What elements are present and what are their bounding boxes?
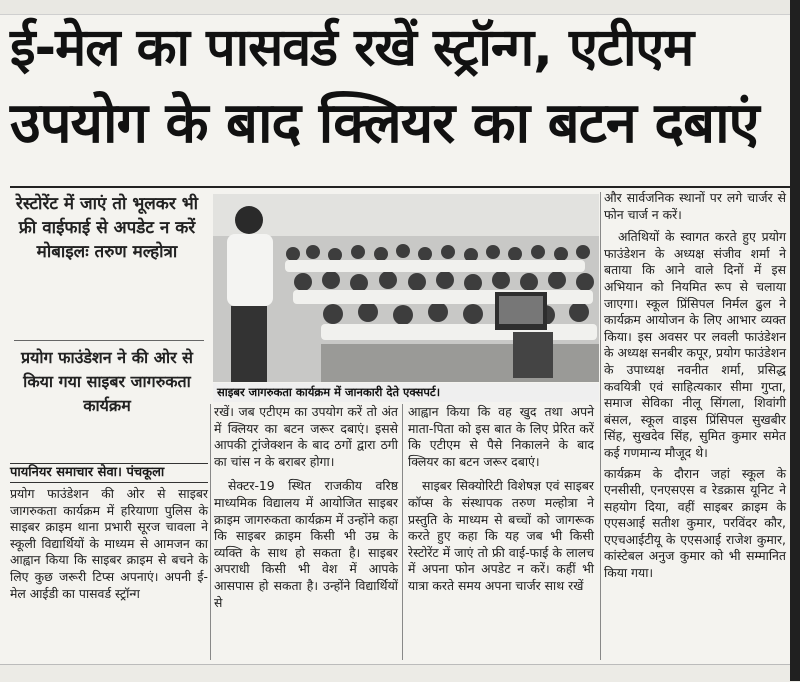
event-photo bbox=[213, 194, 599, 382]
headline-rule bbox=[10, 186, 790, 188]
col3-paragraph-1: आह्वान किया कि वह खुद तथा अपने माता-पिता को इस बात के लिए प्रेरित करें कि एटीएम से पैसे निकालने के बाद क्लियर का बटन जरूर दबाएं। bbox=[408, 404, 594, 469]
article-column-4 bbox=[604, 190, 786, 582]
article-column-2 bbox=[214, 404, 398, 611]
col3-paragraph-2: साइबर सिक्योरिटी विशेषज्ञ एवं साइबर कॉप्स के संस्थापक तरुण मल्होत्रा ने प्रस्तुति के माध्यम से बच्चों को जागरूक करते हुए कहा कि यह जब भी किसी रेस्टोरेंट में जाएं तो फ्री वाई-फाई के लालच में अपना फोन अपडेट न करें। कहीं भी यात्रा करते समय अपना चार्जर साथ रखें bbox=[408, 478, 594, 593]
column-divider-2 bbox=[402, 404, 403, 660]
article-column-3 bbox=[408, 404, 594, 595]
next-article-strip bbox=[0, 664, 800, 682]
sidebar-divider bbox=[14, 340, 204, 341]
col4-paragraph-1: और सार्वजनिक स्थानों पर लगे चार्जर से फोन चार्ज न करें। bbox=[604, 190, 786, 222]
col2-paragraph-2: सेक्टर-19 स्थित राजकीय वरिष्ठ माध्यमिक विद्यालय में आयोजित साइबर क्राइम जागरुकता कार्यक्रम में उन्होंने कहा कि साइबर क्राइम किसी भी उम्र के व्यक्ति के साथ हो सकता है। साइबर अपराधी किसी भी वेश में आपके आसपास हो सकता है। उन्होंने विद्यार्थियों से bbox=[214, 478, 398, 610]
article-column-1 bbox=[10, 486, 208, 602]
col4-paragraph-3: कार्यक्रम के दौरान जहां स्कूल के एनसीसी, एनएसएस व रेडक्रास यूनिट ने सहयोग दिया, वहीं साइबर क्राइम के एएसआई सतीश कुमार, परविंदर कौर, एएचआईटीयू के एएसआई राजेश कुमार, कांस्टेबल अनुज कुमार को भी सम्मानित किया गया। bbox=[604, 465, 786, 581]
col4-paragraph-2: अतिथियों के स्वागत करते हुए प्रयोग फाउंडेशन के अध्यक्ष संजीव शर्मा ने बताया कि आने वाले दिनों में इस अभियान को नियमित रूप से चलाया जाएगा। स्कूल प्रिंसिपल निर्मल ढुल ने कार्यक्रम आयोजन के लिए आभार व्यक्त किया। इस अवसर पर लवली फाउंडेशन के अध्यक्ष सनबीर कपूर, प्रयोग फाउंडेशन के उपाध्यक्ष नवनीत शर्मा, प्रसिद्ध कवयित्री एवं साहित्यकार सीमा गुप्ता, समाज सेविका नीलू सिंगला, शिवांगी बंसल, स्कूल वाइस प्रिंसिपल सुखबीर सिंह, सुखदेव सिंह, सुमित कुमार समेत कई गणमान्य मौजूद थे। bbox=[604, 229, 786, 460]
col1-paragraph: प्रयोग फाउंडेशन की ओर से साइबर जागरुकता कार्यक्रम में हरियाणा पुलिस के साइबर क्राइम थाना प्रभारी सूरज चावला ने स्कूली विद्यार्थियों के माध्यम से आमजन का आह्वान किया कि साइबर क्राइम से बचने के लिए कुछ जरूरी टिप्स अपनाएं। अपनी ई-मेल आईडी का पासवर्ड स्ट्रॉन्ग bbox=[10, 486, 208, 601]
column-divider-3 bbox=[600, 192, 601, 660]
col2-paragraph-1: रखें। जब एटीएम का उपयोग करें तो अंत में क्लियर का बटन जरूर दबाएं। इससे आपकी ट्रांजेक्शन के बाद ठगों द्वारा ठगी का चांस न के बराबर होगा। bbox=[214, 404, 398, 469]
headline-line-1: ई-मेल का पासवर्ड रखें स्ट्रॉन्ग, एटीएम bbox=[10, 18, 694, 78]
headline-line-2: उपयोग के बाद क्लियर का बटन दबाएं bbox=[10, 91, 759, 156]
photo-caption: साइबर जागरुकता कार्यक्रम में जानकारी देते एक्सपर्ट। bbox=[213, 383, 599, 402]
sidebar-quote: रेस्टोरेंट में जाएं तो भूलकर भी फ्री वाईफाई से अपडेट न करें मोबाइलः तरुण मल्होत्रा bbox=[15, 194, 199, 262]
event-photo-illustration bbox=[213, 194, 599, 382]
byline: पायनियर समाचार सेवा। पंचकूला bbox=[10, 463, 208, 483]
previous-article-strip bbox=[0, 0, 800, 15]
column-divider-1 bbox=[210, 404, 211, 660]
sidebar-subhead: प्रयोग फाउंडेशन ने की ओर से किया गया साइबर जागरुकता कार्यक्रम bbox=[21, 348, 193, 415]
page-edge bbox=[790, 0, 800, 681]
